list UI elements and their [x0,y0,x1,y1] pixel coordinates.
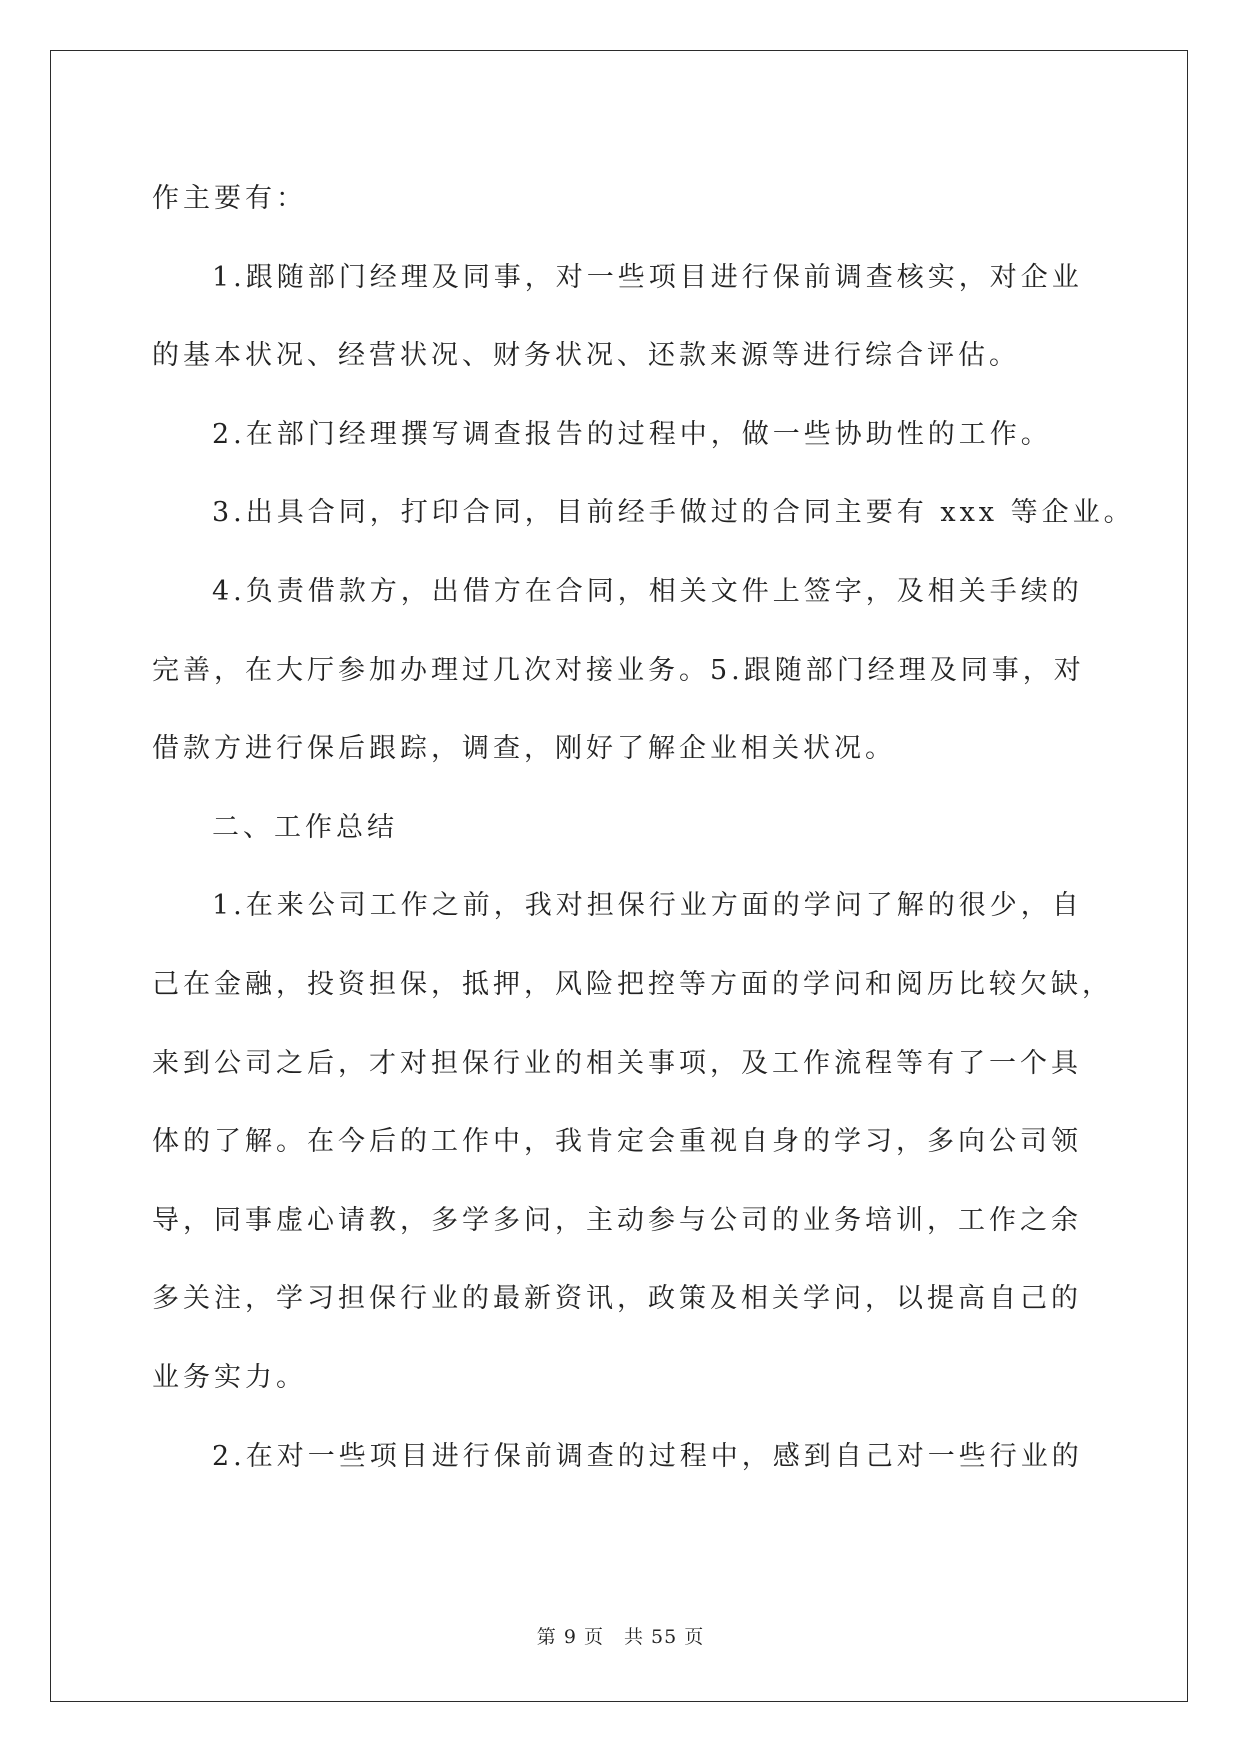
page-number-footer: 第 9 页 共 55 页 [536,1626,705,1648]
text-line: 多关注，学习担保行业的最新资讯，政策及相关学问，以提高自己的 [152,1283,1082,1315]
text-line: 4.负责借款方，出借方在合同，相关文件上签字，及相关手续的 [212,575,1083,607]
text-line: 导，同事虚心请教，多学多问，主动参与公司的业务培训，工作之余 [152,1204,1082,1236]
text-line: 来到公司之后，才对担保行业的相关事项，及工作流程等有了一个具 [152,1047,1082,1079]
text-line: 作主要有： [152,183,307,214]
text-line: 1.跟随部门经理及同事，对一些项目进行保前调查核实，对企业 [212,261,1083,293]
text-line: 完善，在大厅参加办理过几次对接业务。5.跟随部门经理及同事，对 [152,654,1085,686]
text-line: 2.在对一些项目进行保前调查的过程中，感到自己对一些行业的 [212,1440,1083,1472]
text-line: 体的了解。在今后的工作中，我肯定会重视自身的学习，多向公司领 [152,1126,1082,1158]
text-line: 3.出具合同，打印合同，目前经手做过的合同主要有 xxx 等企业。 [212,497,1135,529]
text-line: 业务实力。 [152,1361,307,1393]
document-body [152,160,1135,1496]
text-line: 的基本状况、经营状况、财务状况、还款来源等进行综合评估。 [152,340,1020,372]
text-line: 己在金融，投资担保，抵押，风险把控等方面的学问和阅历比较欠缺， [152,968,1113,1000]
section-heading: 二、工作总结 [212,811,398,843]
text-line: 1.在来公司工作之前，我对担保行业方面的学问了解的很少，自 [212,890,1083,922]
text-line: 借款方进行保后跟踪，调查，刚好了解企业相关状况。 [152,733,896,765]
text-line: 2.在部门经理撰写调查报告的过程中，做一些协助性的工作。 [212,418,1052,450]
